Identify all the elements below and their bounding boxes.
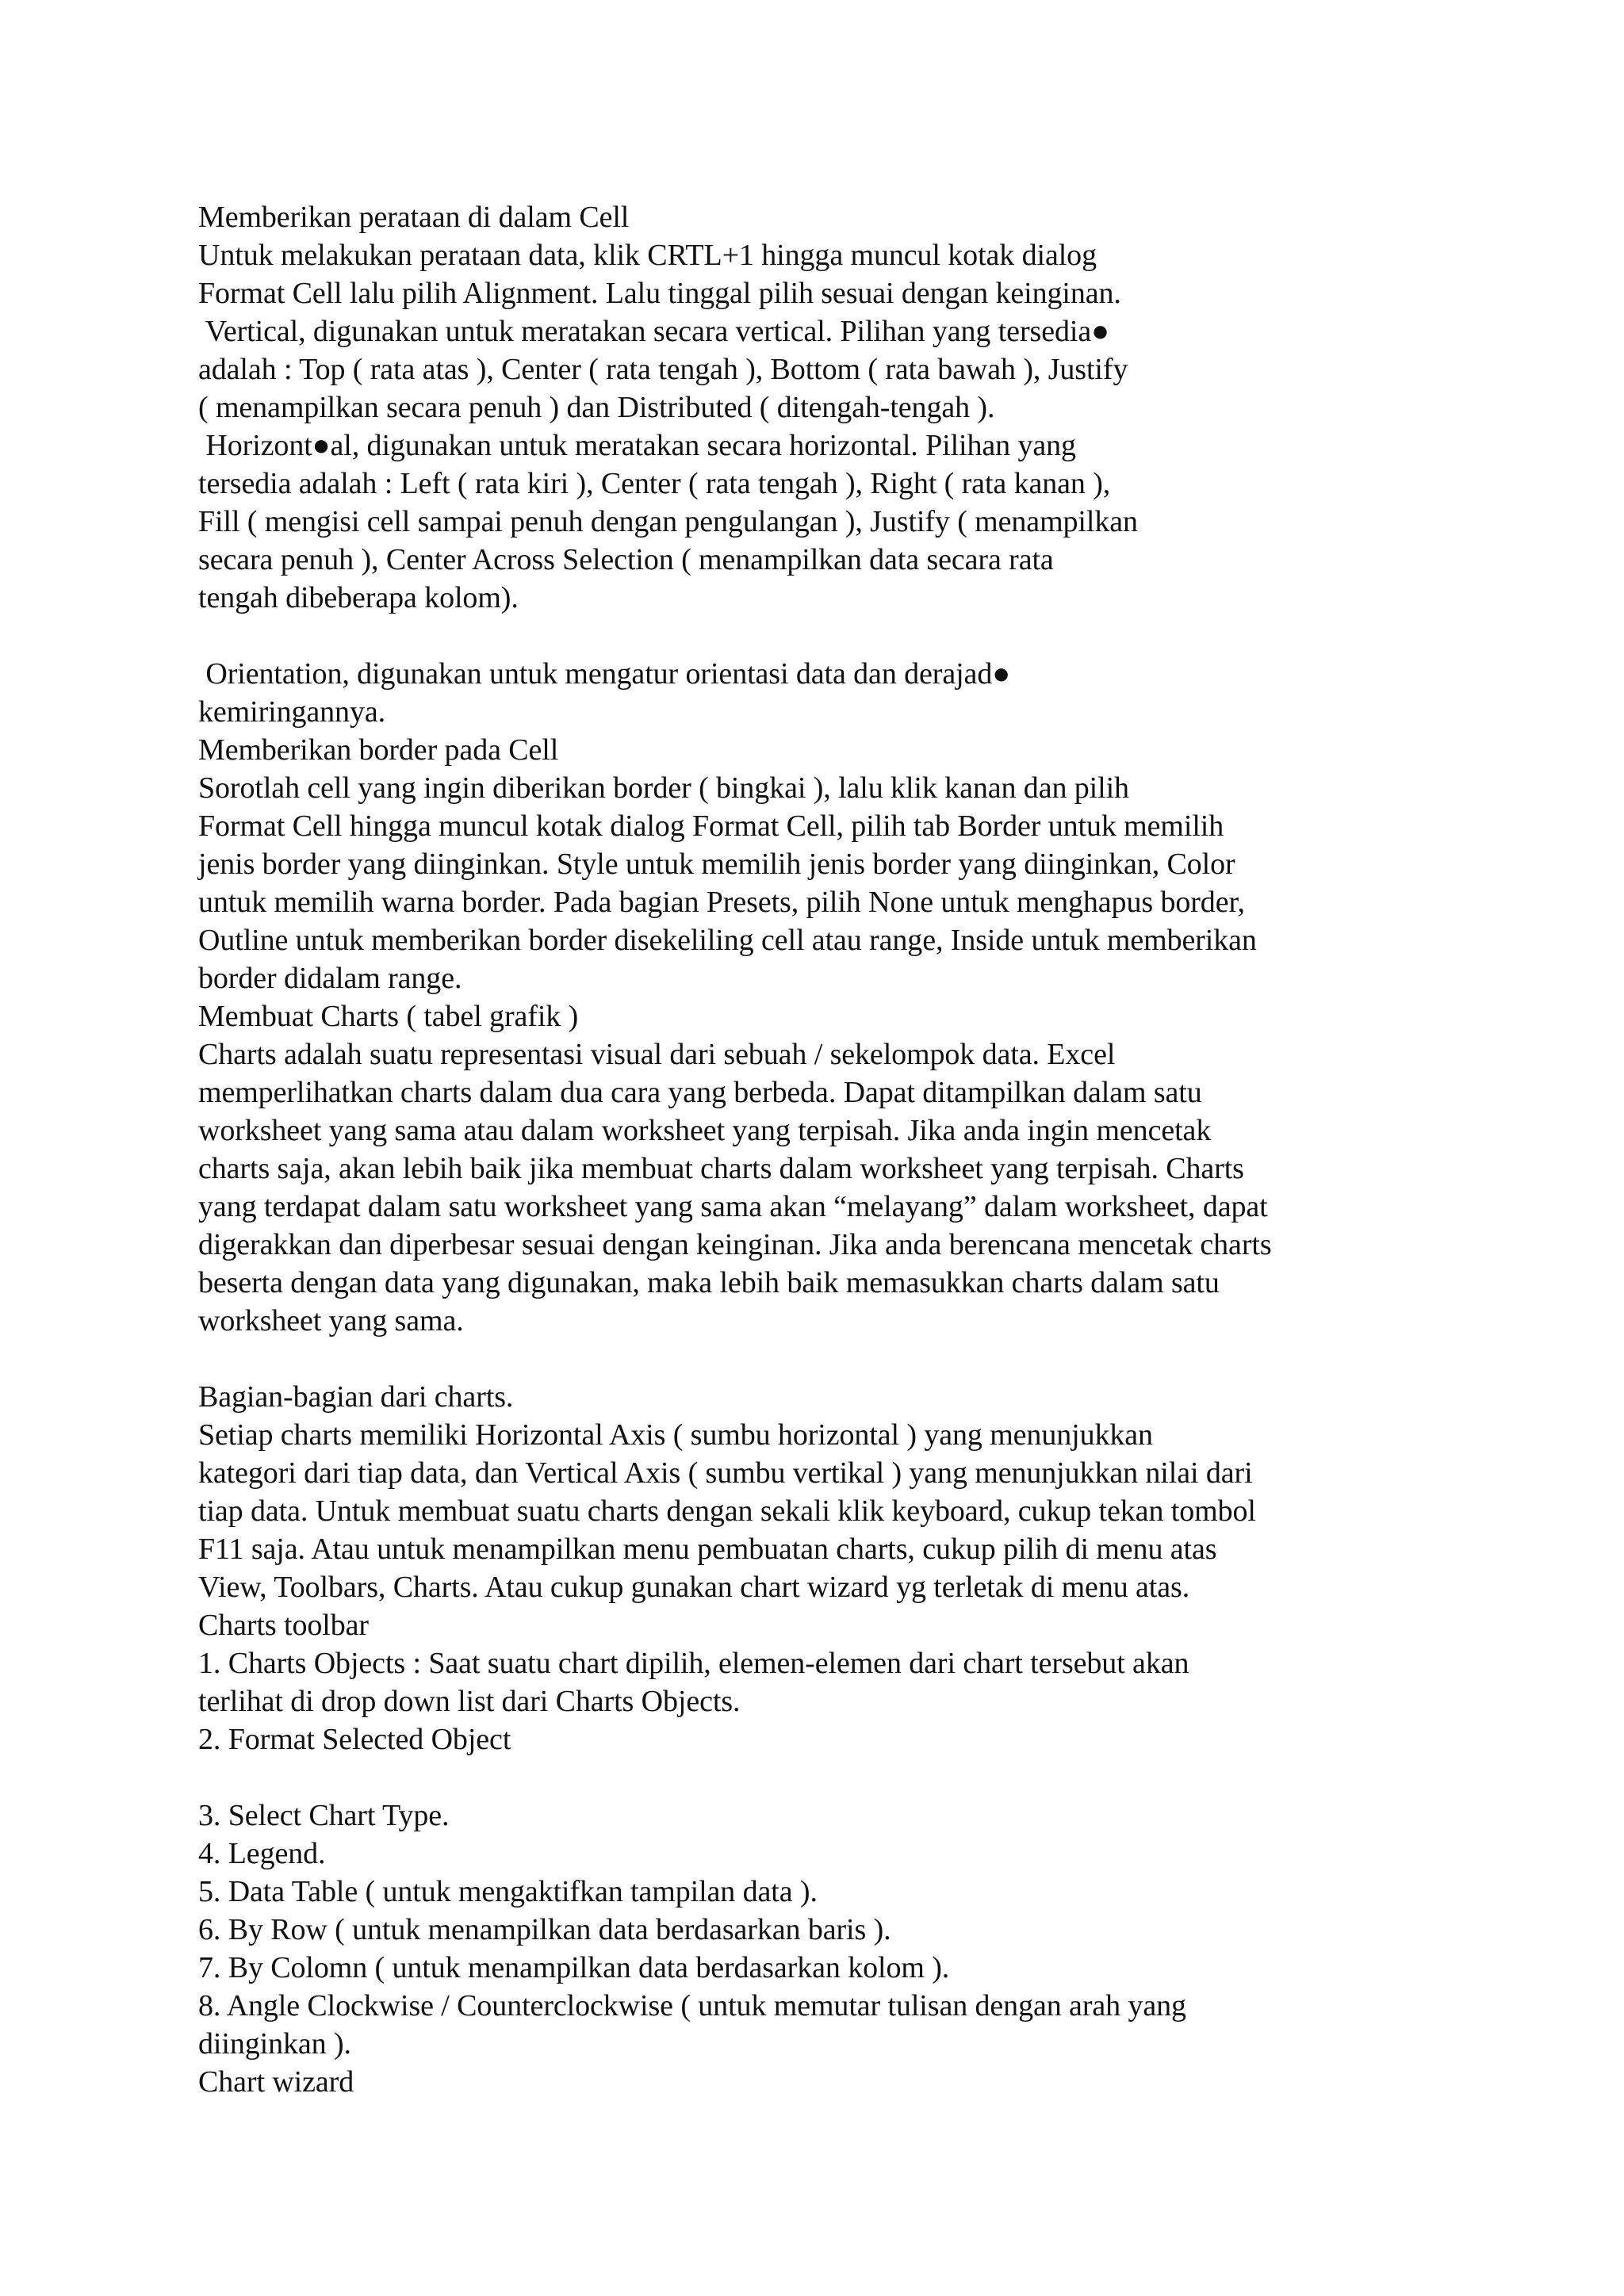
text-line: diinginkan ).	[198, 2027, 351, 2061]
list-item: 2. Format Selected Object	[198, 1723, 511, 1756]
text-line: worksheet yang sama atau dalam worksheet yang terpisah. Jika anda ingin mencetak	[198, 1114, 1212, 1147]
text-line: border didalam range.	[198, 962, 462, 995]
text-line: charts saja, akan lebih baik jika membuat charts dalam worksheet yang terpisah. Charts	[198, 1152, 1244, 1185]
text-line: beserta dengan data yang digunakan, maka lebih baik memasukkan charts dalam satu	[198, 1266, 1220, 1299]
heading-chart-wizard: Chart wizard	[198, 2065, 354, 2099]
text-line: View, Toolbars, Charts. Atau cukup gunakan chart wizard yg terletak di menu atas.	[198, 1571, 1190, 1604]
blank-line	[198, 617, 1435, 655]
text-line: tengah dibeberapa kolom).	[198, 581, 519, 614]
text-line: Untuk melakukan perataan data, klik CRTL+1 hingga muncul kotak dialog	[198, 239, 1097, 272]
text-line: F11 saja. Atau untuk menampilkan menu pembuatan charts, cukup pilih di menu atas	[198, 1533, 1217, 1566]
list-item: 7. By Colomn ( untuk menampilkan data berdasarkan kolom ).	[198, 1951, 950, 1984]
text-line: memperlihatkan charts dalam dua cara yang berbeda. Dapat ditampilkan dalam satu	[198, 1076, 1202, 1109]
text-line: worksheet yang sama.	[198, 1304, 464, 1337]
heading-charts-toolbar: Charts toolbar	[198, 1609, 369, 1642]
text-line: Format Cell lalu pilih Alignment. Lalu tinggal pilih sesuai dengan keinginan.	[198, 277, 1121, 310]
text-line: tersedia adalah : Left ( rata kiri ), Center ( rata tengah ), Right ( rata kanan ),	[198, 467, 1111, 500]
text-line: kategori dari tiap data, dan Vertical Axis ( sumbu vertikal ) yang menunjukkan nilai dari	[198, 1456, 1253, 1490]
text-line: Vertical, digunakan untuk meratakan secara vertical. Pilihan yang tersedia●	[198, 315, 1109, 348]
blank-line	[198, 1758, 1435, 1797]
list-item: 5. Data Table ( untuk mengaktifkan tampilan data ).	[198, 1875, 818, 1908]
list-item: 4. Legend.	[198, 1837, 326, 1870]
text-line: kemiringannya.	[198, 695, 386, 729]
list-item: 6. By Row ( untuk menampilkan data berdasarkan baris ).	[198, 1913, 891, 1946]
list-item: 8. Angle Clockwise / Counterclockwise ( untuk memutar tulisan dengan arah yang	[198, 1989, 1186, 2022]
text-line: untuk memilih warna border. Pada bagian Presets, pilih None untuk menghapus border,	[198, 886, 1245, 919]
text-line: digerakkan dan diperbesar sesuai dengan keinginan. Jika anda berencana mencetak charts	[198, 1228, 1272, 1261]
text-line: Orientation, digunakan untuk mengatur orientasi data dan derajad●	[198, 657, 1011, 691]
text-line: terlihat di drop down list dari Charts Objects.	[198, 1685, 741, 1718]
heading-charts: Membuat Charts ( tabel grafik )	[198, 1000, 579, 1033]
text-line: secara penuh ), Center Across Selection ( menampilkan data secara rata	[198, 543, 1054, 576]
text-line: jenis border yang diinginkan. Style untuk memilih jenis border yang diinginkan, Color	[198, 848, 1235, 881]
text-line: tiap data. Untuk membuat suatu charts dengan sekali klik keyboard, cukup tekan tombol	[198, 1494, 1256, 1528]
text-line: Format Cell hingga muncul kotak dialog Format Cell, pilih tab Border untuk memilih	[198, 809, 1224, 843]
list-item: 3. Select Chart Type.	[198, 1799, 450, 1832]
text-line: Horizont●al, digunakan untuk meratakan secara horizontal. Pilihan yang	[198, 429, 1076, 462]
heading-alignment: Memberikan perataan di dalam Cell	[198, 201, 630, 234]
text-line: yang terdapat dalam satu worksheet yang sama akan “melayang” dalam worksheet, dapat	[198, 1190, 1268, 1223]
text-line: Setiap charts memiliki Horizontal Axis ( sumbu horizontal ) yang menunjukkan	[198, 1418, 1153, 1452]
text-line: adalah : Top ( rata atas ), Center ( rata tengah ), Bottom ( rata bawah ), Justify	[198, 353, 1128, 386]
text-line: Charts adalah suatu representasi visual dari sebuah / sekelompok data. Excel	[198, 1038, 1116, 1071]
document-page	[198, 198, 1435, 2101]
blank-line	[198, 1340, 1435, 1378]
text-line: Fill ( mengisi cell sampai penuh dengan pengulangan ), Justify ( menampilkan	[198, 505, 1138, 538]
heading-border: Memberikan border pada Cell	[198, 733, 559, 767]
text-line: Outline untuk memberikan border disekeliling cell atau range, Inside untuk memberikan	[198, 924, 1257, 957]
text-line: Sorotlah cell yang ingin diberikan border ( bingkai ), lalu klik kanan dan pilih	[198, 771, 1129, 805]
text-line: ( menampilkan secara penuh ) dan Distributed ( ditengah-tengah ).	[198, 391, 995, 424]
list-item: 1. Charts Objects : Saat suatu chart dipilih, elemen-elemen dari chart tersebut akan	[198, 1647, 1189, 1680]
heading-chart-parts: Bagian-bagian dari charts.	[198, 1380, 514, 1414]
